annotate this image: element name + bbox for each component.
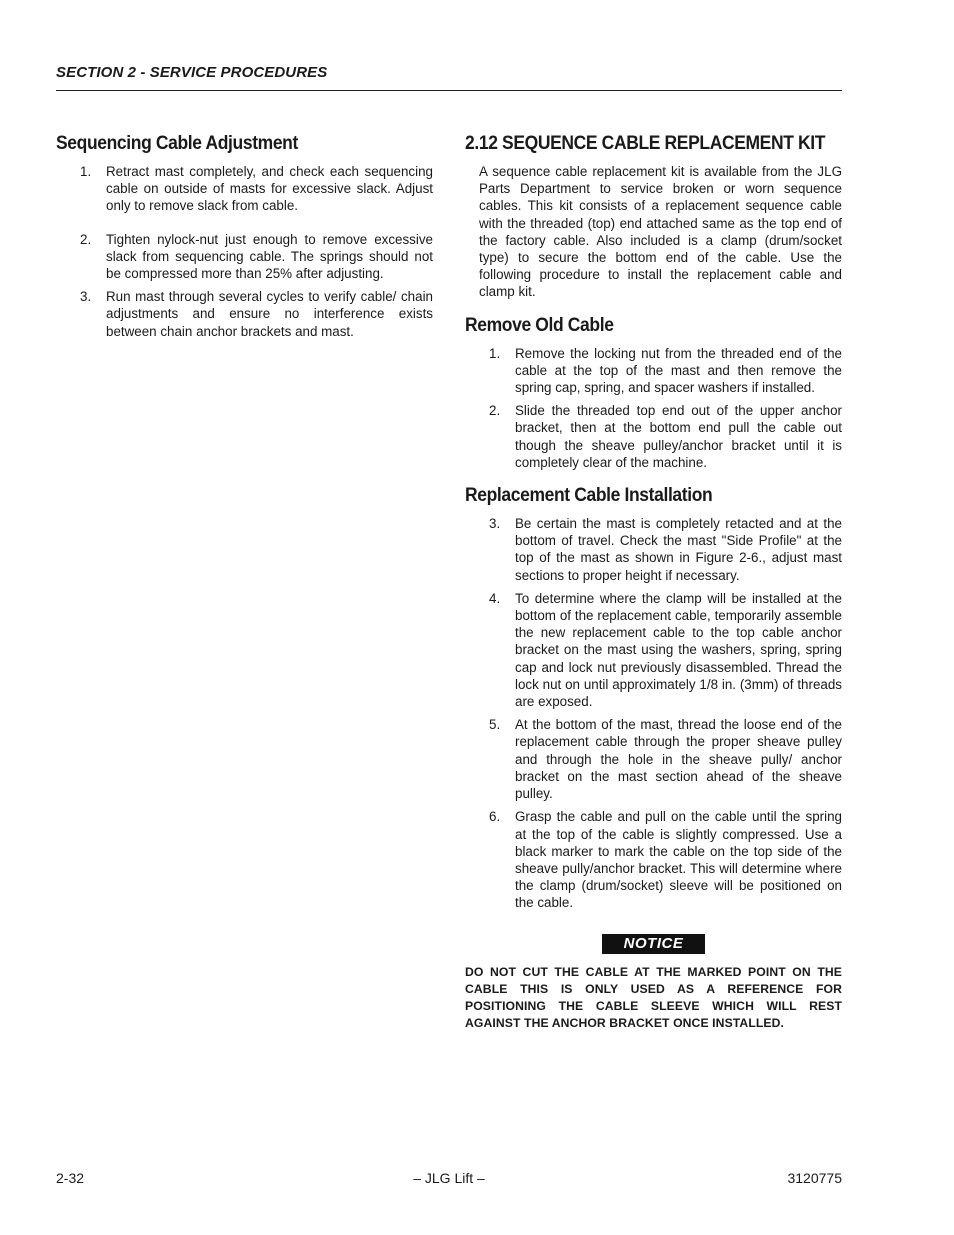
- adjustment-steps: [56, 163, 433, 340]
- replacement-kit-heading: 2.12 SEQUENCE CABLE REPLACEMENT KIT: [465, 133, 826, 154]
- footer-title: – JLG Lift –: [413, 1170, 485, 1186]
- list-item: 3. Be certain the mast is completely retacted and at the bottom of travel. Check the mast "Side Profile" at the top of the mast as shown in Figure 2-6., adjust mast sections to proper height if necessary.: [489, 516, 842, 583]
- list-item: 4. To determine where the clamp will be installed at the bottom of the replacement cable, temporarily assemble the new replacement cable to the top cable anchor bracket on the mast using the washers, spring, spring cap and lock nut previously disassembled. Thread the lock nut on until approximately 1/8 in. (3mm) of threads are exposed.: [489, 590, 842, 710]
- list-item: 2. Slide the threaded top end out of the upper anchor bracket, then at the bottom end pull the cable out though the sheave pulley/anchor bracket until it is completely clear of the machine.: [489, 403, 842, 470]
- remove-old-cable-heading: Remove Old Cable: [465, 314, 614, 336]
- right-column: [465, 133, 842, 1032]
- page-number: 2-32: [56, 1170, 85, 1186]
- document-number: 3120775: [787, 1170, 842, 1186]
- install-steps: [465, 515, 842, 911]
- sequencing-cable-adjustment-heading: Sequencing Cable Adjustment: [56, 133, 298, 154]
- list-item: 1. Remove the locking nut from the threaded end of the cable at the top of the mast and then remove the spring cap, spring, and spacer washers if installed.: [489, 345, 842, 396]
- left-column: [56, 133, 433, 340]
- notice-badge: NOTICE: [602, 934, 705, 954]
- intro-paragraph: A sequence cable replacement kit is available from the JLG Parts Department to service broken or worn sequence cables. This kit consists of a replacement sequence cable with the threaded (top) end attached same as the top end of the factory cable. Also included is a clamp (drum/socket type) to secure the bottom end of the cable. Use the following procedure to install the replacement cable and clamp kit.: [479, 164, 842, 300]
- list-item: 6. Grasp the cable and pull on the cable until the spring at the top of the cable is slightly compressed. Use a black marker to mark the cable on the top side of the sheave pully/anchor bracket. This will determine where the clamp (drum/socket) sleeve will be positioned on the cable.: [489, 809, 842, 911]
- page-footer: [56, 1170, 842, 1190]
- remove-steps: [465, 345, 842, 471]
- notice-text: DO NOT CUT THE CABLE AT THE MARKED POINT ON THE CABLE THIS IS ONLY USED AS A REFERENCE FOR POSITIONING THE CABLE SLEEVE WHICH WILL REST AGAINST THE ANCHOR BRACKET ONCE INSTALLED.: [465, 964, 842, 1031]
- page-header: [56, 64, 842, 91]
- list-item: 2. Tighten nylock-nut just enough to remove excessive slack from sequencing cable. The springs should not be compressed more than 25% after adjusting.: [80, 231, 433, 282]
- list-item: 1. Retract mast completely, and check each sequencing cable on outside of masts for excessive slack. Adjust only to remove slack from cable.: [80, 164, 433, 214]
- list-item: 5. At the bottom of the mast, thread the loose end of the replacement cable through the proper sheave pulley and through the hole in the sheave pully/ anchor bracket on the mast section ahead of the sheave pulley.: [489, 717, 842, 802]
- replacement-cable-installation-heading: Replacement Cable Installation: [465, 485, 713, 507]
- list-item: 3. Run mast through several cycles to verify cable/ chain adjustments and ensure no interference exists between chain anchor brackets and mast.: [80, 289, 433, 339]
- section-title: SECTION 2 - SERVICE PROCEDURES: [56, 64, 328, 81]
